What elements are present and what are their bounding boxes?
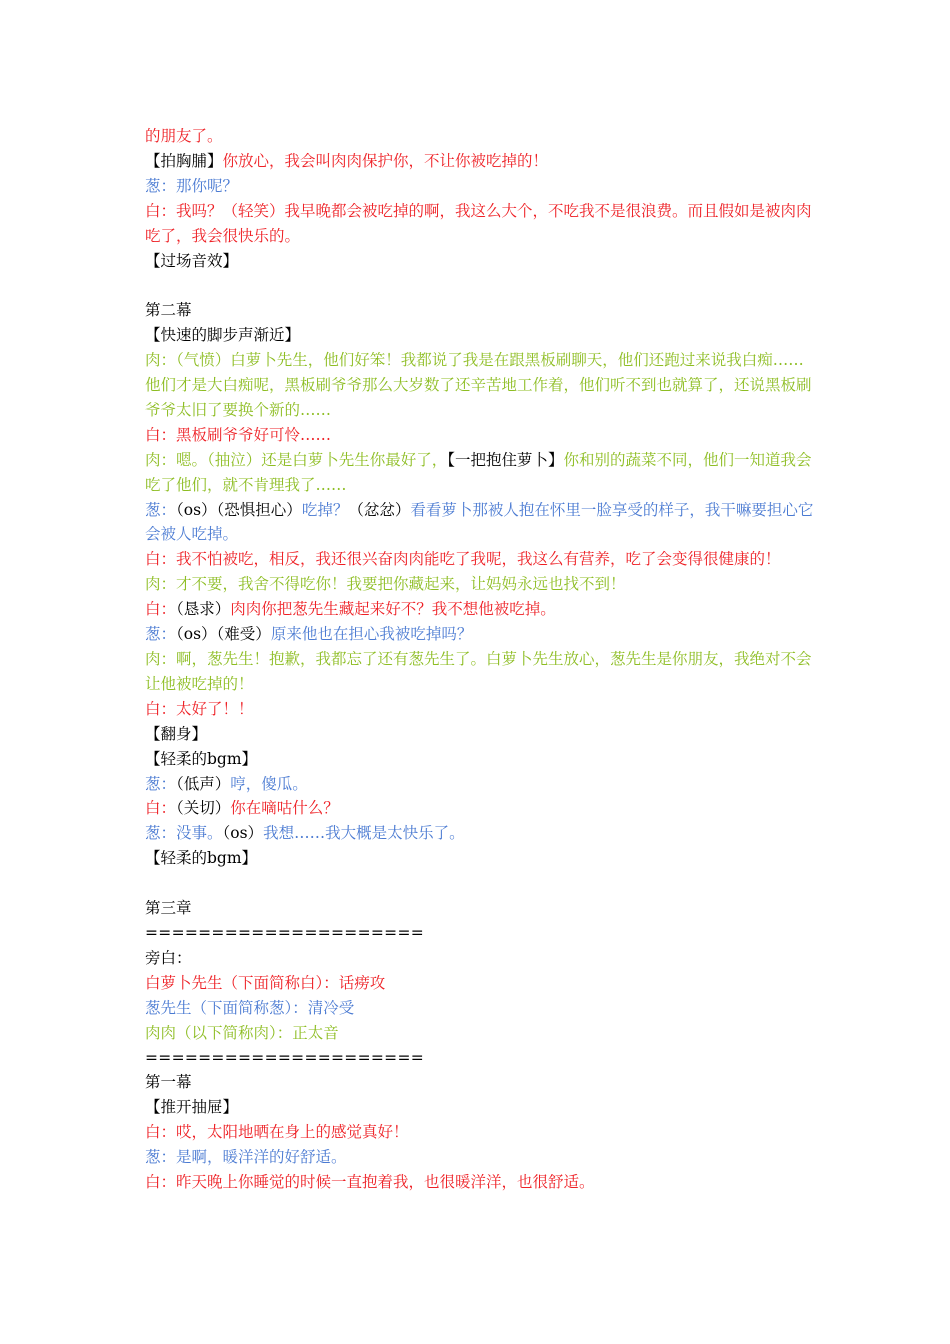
- script-line: [145, 622, 815, 647]
- script-line: [145, 846, 815, 871]
- line-segment: 【推开抽屉】: [145, 1098, 239, 1117]
- script-line: [145, 249, 815, 274]
- line-segment: 看看萝卜那被人抱在怀里一脸享受的样子，我干嘛要担心它会被人吃掉。: [145, 500, 814, 544]
- line-segment: 葱：: [145, 500, 177, 519]
- script-line: [145, 572, 815, 597]
- line-segment: 葱：那你呢？: [145, 176, 239, 195]
- script-line: [145, 697, 815, 722]
- line-segment: 【拍胸脯】: [145, 151, 223, 170]
- line-segment: 葱：没事。: [145, 824, 223, 843]
- separator-line: [145, 1046, 815, 1071]
- line-segment: 你放心，我会叫肉肉保护你，不让你被吃掉的！: [222, 151, 549, 170]
- script-line: [145, 423, 815, 448]
- line-segment: =====================: [145, 1048, 425, 1067]
- blank-line: [145, 871, 815, 896]
- line-segment: （os）（恐惧担心）: [176, 500, 302, 519]
- line-segment: 葱：: [145, 625, 177, 644]
- line-segment: 白：昨天晚上你睡觉的时候一直抱着我，也很暖洋洋，也很舒适。: [145, 1173, 595, 1192]
- script-line: [145, 796, 815, 821]
- script-line: [145, 348, 815, 423]
- line-segment: 【轻柔的bgm】: [145, 749, 258, 768]
- line-segment: （os）（难受）: [176, 625, 271, 644]
- line-segment: =====================: [145, 923, 425, 942]
- line-segment: 【一把抱住萝卜】: [447, 450, 564, 469]
- line-segment: 【过场音效】: [145, 251, 239, 270]
- line-segment: （低声）: [176, 774, 231, 793]
- script-line: [145, 1170, 815, 1195]
- script-line: [145, 722, 815, 747]
- line-segment: 你在嘀咕什么？: [230, 799, 339, 818]
- line-segment: 【轻柔的bgm】: [145, 849, 258, 868]
- line-segment: （os）: [222, 824, 264, 843]
- line-segment: 葱：: [145, 774, 177, 793]
- line-segment: 肉：才不要，我舍不得吃你！我要把你藏起来，让妈妈永远也找不到！: [145, 575, 626, 594]
- script-line: [145, 946, 815, 971]
- line-segment: 肉肉（以下简称肉）：正太音: [145, 1023, 339, 1042]
- script-line: [145, 1021, 815, 1046]
- line-segment: 我想……我大概是太快乐了。: [263, 824, 465, 843]
- script-line: [145, 1120, 815, 1145]
- script-line: [145, 174, 815, 199]
- script-line: [145, 896, 815, 921]
- line-segment: 白：太好了！！: [145, 699, 254, 718]
- script-line: [145, 772, 815, 797]
- line-segment: 吃掉？: [301, 500, 349, 519]
- script-line: [145, 448, 815, 498]
- script-line: [145, 149, 815, 174]
- script-line: [145, 1070, 815, 1095]
- separator-line: [145, 921, 815, 946]
- line-segment: 白：我不怕被吃，相反，我还很兴奋肉肉能吃了我呢，我这么有营养，吃了会变得很健康的！: [145, 550, 781, 569]
- line-segment: 你和别的蔬菜不同，他们一知道我会吃了他们，就不肯理我了……: [145, 450, 812, 494]
- line-segment: 葱先生（下面简称葱）：清冷受: [145, 998, 355, 1017]
- line-segment: 白：: [145, 799, 177, 818]
- script-line: [145, 1145, 815, 1170]
- line-segment: （关切）: [176, 799, 231, 818]
- line-segment: 葱：是啊，暖洋洋的好舒适。: [145, 1148, 347, 1167]
- line-segment: 【快速的脚步声渐近】: [145, 326, 301, 345]
- line-segment: 肉：啊，葱先生！抱歉，我都忘了还有葱先生了。白萝卜先生放心，葱先生是你朋友，我绝对不会让他被吃掉的！: [145, 650, 812, 693]
- line-segment: 肉：（气愤）白萝卜先生，他们好笨！我都说了我是在跟黑板刷聊天，他们还跑过来说我白痴……他们才是大白痴呢，黑板刷爷爷那么大岁数了还辛苦地工作着，他们听不到也就算了，还说黑板刷爷爷太旧了要换个新的……: [145, 351, 812, 419]
- script-line: [145, 971, 815, 996]
- script-line: [145, 547, 815, 572]
- line-segment: 第三章: [145, 899, 192, 918]
- line-segment: （忿忿）: [348, 500, 411, 519]
- script-line: [145, 498, 815, 548]
- script-line: [145, 821, 815, 846]
- line-segment: 旁白：: [145, 948, 192, 967]
- line-segment: （恳求）: [176, 600, 231, 619]
- line-segment: 白萝卜先生（下面简称白）：话痨攻: [145, 973, 386, 992]
- line-segment: 【翻身】: [145, 724, 208, 743]
- script-line: [145, 124, 815, 149]
- line-segment: 肉：嗯。（抽泣）还是白萝卜先生你最好了，: [145, 450, 448, 469]
- line-segment: 白：黑板刷爷爷好可怜……: [145, 425, 332, 444]
- script-line: [145, 323, 815, 348]
- line-segment: 肉肉你把葱先生藏起来好不？我不想他被吃掉。: [230, 600, 556, 619]
- script-line: [145, 647, 815, 697]
- script-line: [145, 199, 815, 249]
- script-line: [145, 298, 815, 323]
- line-segment: 原来他也在担心我被吃掉吗？: [270, 625, 473, 644]
- script-line: [145, 1095, 815, 1120]
- line-segment: 的朋友了。: [145, 127, 223, 145]
- script-line: [145, 597, 815, 622]
- line-segment: 第二幕: [145, 301, 192, 320]
- line-segment: 白：: [145, 600, 177, 619]
- line-segment: 哼，傻瓜。: [230, 774, 308, 793]
- line-segment: 第一幕: [145, 1073, 192, 1092]
- line-segment: 白：哎，太阳地晒在身上的感觉真好！: [145, 1123, 409, 1142]
- script-page: [145, 124, 815, 1195]
- blank-line: [145, 273, 815, 298]
- script-line: [145, 747, 815, 772]
- script-line: [145, 996, 815, 1021]
- line-segment: 白：我吗？（轻笑）我早晚都会被吃掉的啊，我这么大个，不吃我不是很浪费。而且假如是被肉肉吃了，我会很快乐的。: [145, 201, 812, 245]
